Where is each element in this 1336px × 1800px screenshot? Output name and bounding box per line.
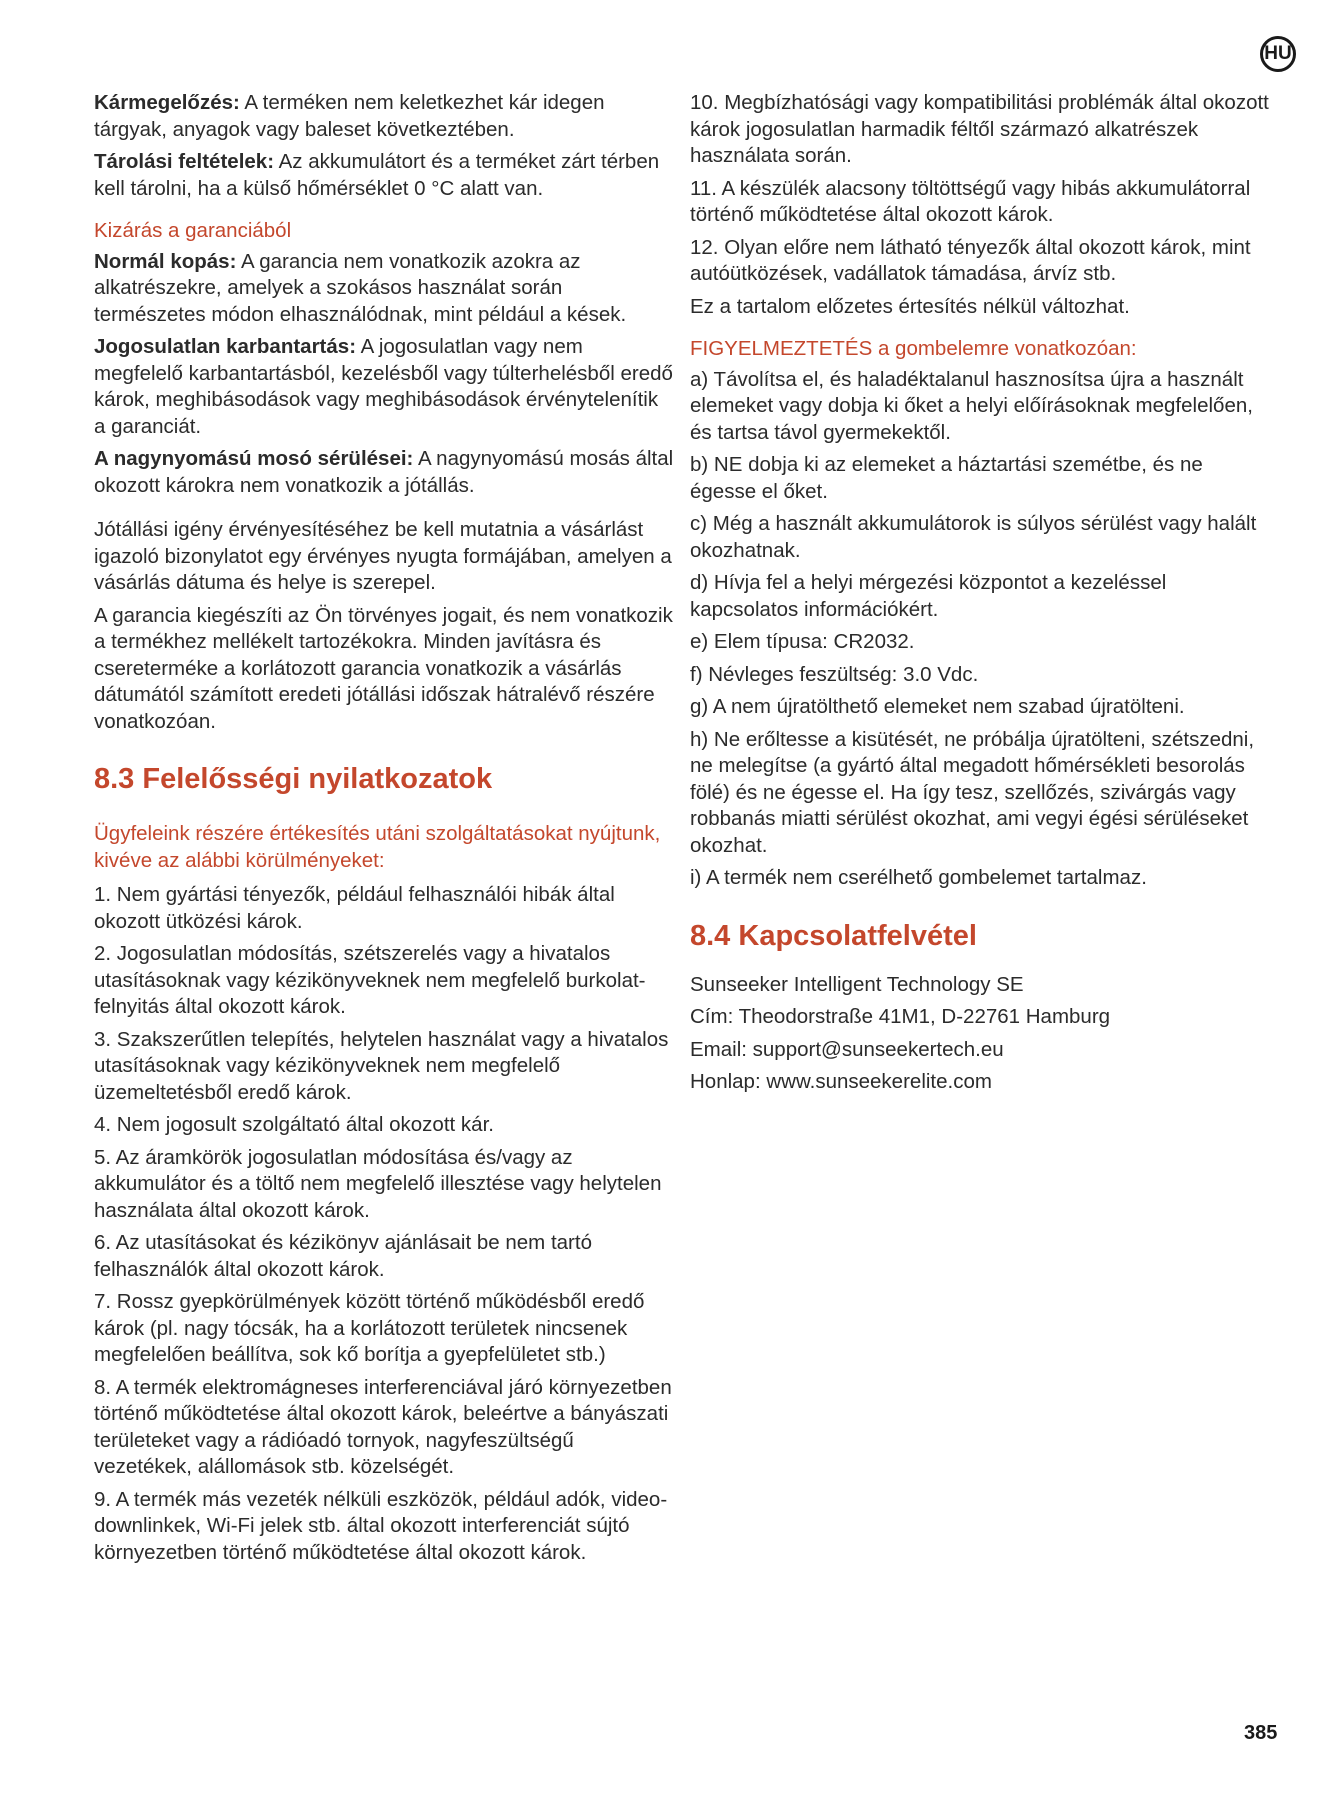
warning-item: a) Távolítsa el, és haladéktalanul hasznosítsa újra a használt elemeket vagy dobja ki őket a helyi előírásoknak megfelelően, és tartsa távol gyermekektől. bbox=[690, 367, 1253, 444]
karmegelozes-paragraph bbox=[94, 90, 674, 143]
section-8-3-title: 8.3 Felelősségi nyilatkozatok bbox=[94, 763, 493, 795]
contact-website: Honlap: www.sunseekerelite.com bbox=[690, 1070, 992, 1093]
jotallasi-paragraph: Jótállási igény érvényesítéséhez be kell mutatnia a vásárlást igazoló bizonylatot egy érvényes nyugta formájában, amelyen a vásárlás dátuma és helye is szerepel. bbox=[94, 518, 672, 594]
language-badge: HU bbox=[1260, 36, 1296, 72]
warning-item: d) Hívja fel a helyi mérgezési központot a kezeléssel kapcsolatos információkért. bbox=[690, 571, 1167, 621]
warning-item: b) NE dobja ki az elemeket a háztartási szemétbe, és ne égesse el őket. bbox=[690, 453, 1203, 503]
list-item: 7. Rossz gyepkörülmények között történő működésből eredő károk (pl. nagy tócsák, ha a korlátozott területek nincsenek megfelelően beállítva, sok kő borítja a gyepfelületet stb.) bbox=[94, 1290, 645, 1366]
right-column bbox=[690, 90, 1270, 1102]
warning-item: i) A termék nem cserélhető gombelemet tartalmaz. bbox=[690, 866, 1147, 889]
kiegeszito-paragraph: A garancia kiegészíti az Ön törvényes jogait, és nem vonatkozik a termékhez mellékelt tartozékokra. Minden javításra és csereterméke a korlátozott garancia vonatkozik a vásárlás dátumától számított eredeti jótállási időszak hátralévő részére vonatkozóan. bbox=[94, 603, 673, 733]
list-item: 1. Nem gyártási tényezők, például felhasználói hibák által okozott ütközési károk. bbox=[94, 883, 615, 933]
warning-item: h) Ne erőltesse a kisütését, ne próbálja újratölteni, szétszedni, ne melegítse (a gyártó által megadott hőmérsékleti besorolás fölé) és ne égesse el. Ha így tesz, szellőzés, szivárgás vagy robbanás miatti sérülést okozhat, ami vegyi égési sérüléseket okozhat. bbox=[690, 727, 1255, 857]
tarolasi-text: Az akkumulátort és a terméket zárt térben kell tárolni, ha a külső hőmérséklet 0 °C alatt van. bbox=[94, 150, 660, 200]
jogosulatlan-text: A jogosulatlan vagy nem megfelelő karbantartásból, kezelésből vagy túlterhelésből eredő károk, meghibásodások vagy meghibásodások érvénytelenítik a garanciát. bbox=[94, 335, 673, 438]
jogosulatlan-label: Jogosulatlan karbantartás: bbox=[94, 335, 357, 358]
left-column bbox=[94, 90, 674, 1572]
list-item: 6. Az utasításokat és kézikönyv ajánlásait be nem tartó felhasználók által okozott károk. bbox=[94, 1231, 592, 1281]
tarolasi-label: Tárolási feltételek: bbox=[94, 150, 275, 173]
warning-item: f) Névleges feszültség: 3.0 Vdc. bbox=[690, 662, 979, 686]
list-item: 12. Olyan előre nem látható tényezők által okozott károk, mint autóütközések, vadállatok támadása, árvíz stb. bbox=[690, 235, 1251, 285]
normal-kopas-label: Normál kopás: bbox=[94, 249, 237, 273]
section-8-4-title: 8.4 Kapcsolatfelvétel bbox=[690, 919, 977, 952]
warning-item: c) Még a használt akkumulátorok is súlyos sérülést vagy halált okozhatnak. bbox=[690, 512, 1257, 562]
notice-text: Ez a tartalom előzetes értesítés nélkül változhat. bbox=[690, 294, 1130, 318]
list-item: 10. Megbízhatósági vagy kompatibilitási problémák által okozott károk jogosulatlan harmadik féltől származó alkatrészek használata során. bbox=[690, 91, 1269, 167]
warning-item: g) A nem újratölthető elemeket nem szabad újratölteni. bbox=[690, 695, 1185, 718]
exclusion-list bbox=[94, 882, 674, 1566]
nagynyomasu-label: A nagynyomású mosó sérülései: bbox=[94, 447, 414, 470]
section-8-3-intro: Ügyfeleink részére értékesítés utáni szolgáltatásokat nyújtunk, kivéve az alábbi körülményeket: bbox=[94, 822, 661, 872]
list-item: 11. A készülék alacsony töltöttségű vagy hibás akkumulátorral történő működtetése által okozott károk. bbox=[690, 176, 1251, 226]
kizaras-subheading: Kizárás a garanciából bbox=[94, 219, 292, 242]
list-item: 2. Jogosulatlan módosítás, szétszerelés vagy a hivatalos utasításoknak vagy kézikönyveknek nem megfelelő burkolat-felnyitás által okozott károk. bbox=[94, 942, 646, 1018]
warning-item: e) Elem típusa: CR2032. bbox=[690, 630, 915, 653]
page-number: 385 bbox=[1244, 1722, 1278, 1744]
normal-kopas-paragraph bbox=[94, 249, 674, 329]
karmegelozes-label: Kármegelőzés: bbox=[94, 91, 240, 114]
warning-list bbox=[690, 367, 1270, 892]
nagynyomasu-paragraph bbox=[94, 446, 674, 499]
karmegelozes-text: A terméken nem keletkezhet kár idegen tárgyak, anyagok vagy baleset következtében. bbox=[94, 91, 605, 141]
list-item: 5. Az áramkörök jogosulatlan módosítása és/vagy az akkumulátor és a töltő nem megfelelő illesztése vagy helytelen használata által okozott károk. bbox=[94, 1145, 662, 1222]
contact-block bbox=[690, 972, 1270, 1096]
list-item: 8. A termék elektromágneses interferenciával járó környezetben történő működtetése által okozott károk, beleértve a bányászati területeket vagy a rádióadó tornyok, nagyfeszültségű vezetékek, alállomások stb. közelségét. bbox=[94, 1375, 672, 1478]
contact-address: Cím: Theodorstraße 41M1, D-22761 Hamburg bbox=[690, 1005, 1111, 1028]
nagynyomasu-text: A nagynyomású mosás által okozott károkra nem vonatkozik a jótállás. bbox=[94, 447, 674, 497]
list-item: 3. Szakszerűtlen telepítés, helytelen használat vagy a hivatalos utasításoknak vagy kézikönyveknek nem megfelelő üzemeltetésből eredő károk. bbox=[94, 1027, 669, 1104]
normal-kopas-text: A garancia nem vonatkozik azokra az alkatrészekre, amelyek a szokásos használat során természetes módon elhasználódnak, mint például a kések. bbox=[94, 249, 627, 326]
contact-company: Sunseeker Intelligent Technology SE bbox=[690, 972, 1024, 996]
list-item: 4. Nem jogosult szolgáltató által okozott kár. bbox=[94, 1113, 494, 1136]
list-item: 9. A termék más vezeték nélküli eszközök, például adók, video-downlinkek, Wi-Fi jelek stb. által okozott interferenciát sújtó környezetben történő működtetése által okozott károk. bbox=[94, 1487, 668, 1564]
contact-email: Email: support@sunseekertech.eu bbox=[690, 1037, 1004, 1061]
warning-title: FIGYELMEZTETÉS a gombelemre vonatkozóan: bbox=[690, 337, 1137, 360]
tarolasi-paragraph bbox=[94, 149, 674, 202]
jogosulatlan-paragraph bbox=[94, 334, 674, 440]
